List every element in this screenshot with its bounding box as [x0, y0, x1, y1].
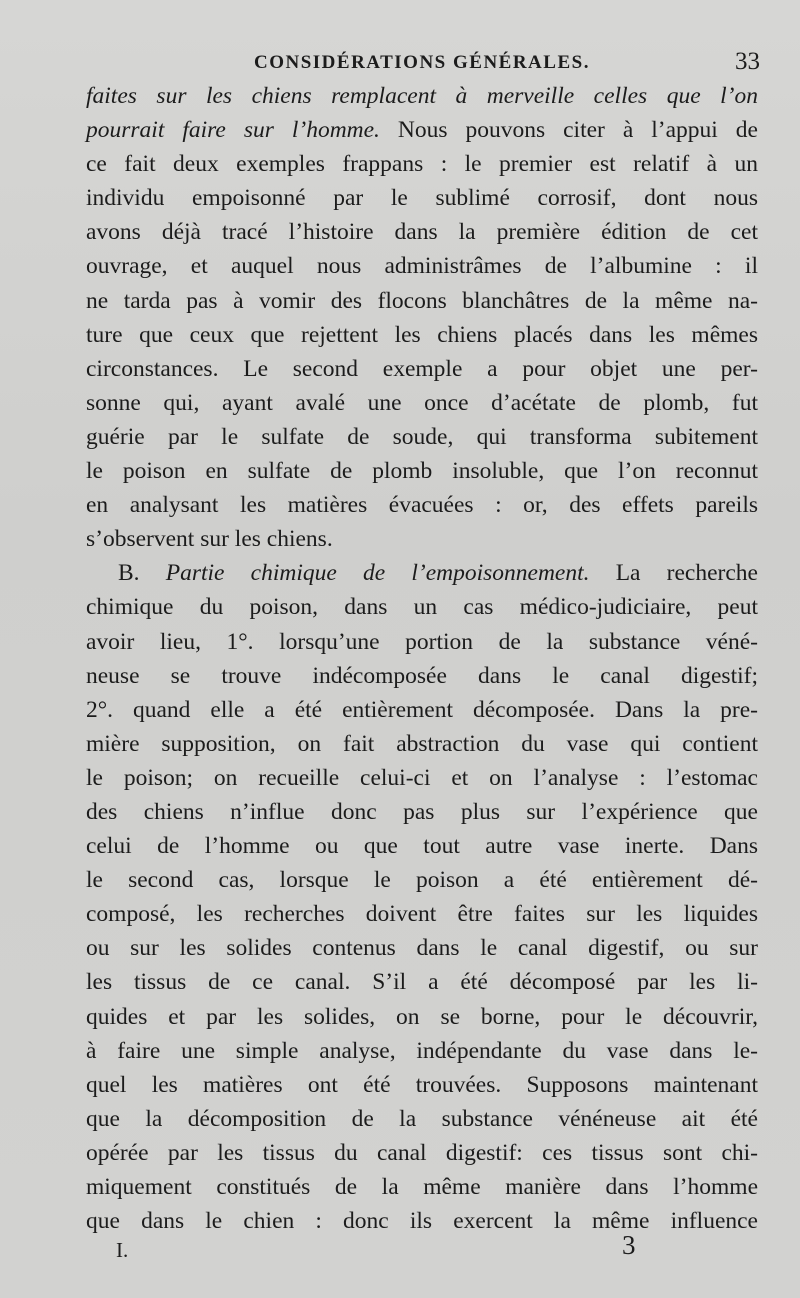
text-segment: le poison; on recueille celui-ci et on l’analyse : l’estomac [86, 764, 758, 791]
text-line [86, 79, 758, 113]
text-line [86, 147, 758, 181]
italic-text: faites sur les chiens remplacent à merveille celles que l’on [86, 83, 758, 109]
text-line [86, 1136, 758, 1170]
text-segment: neuse se trouve indécomposée dans le canal digestif; [86, 662, 758, 689]
text-line [86, 659, 758, 693]
text-segment: avons déjà tracé l’histoire dans la première édition de cet [86, 219, 758, 246]
text-line [86, 590, 758, 624]
text-segment: Nous pouvons citer à l’appui de [379, 117, 758, 144]
text-line [86, 1000, 758, 1034]
text-line [86, 693, 758, 727]
text-line [86, 1170, 758, 1204]
text-line [86, 931, 758, 965]
text-segment: en analysant les matières évacuées : or, des effets pareils [86, 492, 758, 519]
text-segment: que dans le chien : donc ils exercent la même influence [86, 1208, 758, 1235]
text-segment: s’observent sur les chiens. [86, 526, 333, 553]
text-line [86, 625, 758, 659]
text-segment: le second cas, lorsque le poison a été entièrement dé- [86, 867, 758, 894]
text-line [86, 1068, 758, 1102]
text-line [86, 727, 758, 761]
text-segment: individu empoisonné par le sublimé corrosif, dont nous [86, 185, 758, 212]
text-segment: des chiens n’influe donc pas plus sur l’expérience que [86, 798, 758, 825]
text-line [86, 488, 758, 522]
text-segment: à faire une simple analyse, indépendante du vase dans le- [86, 1037, 758, 1064]
text-line [86, 352, 758, 386]
text-segment: composé, les recherches doivent être faites sur les liquides [86, 901, 758, 928]
text-line [86, 181, 758, 215]
text-segment: que la décomposition de la substance vénéneuse ait été [86, 1105, 758, 1132]
text-line [86, 829, 758, 863]
text-line [86, 454, 758, 488]
text-segment: guérie par le sulfate de soude, qui transforma subitement [86, 423, 758, 450]
text-line [86, 386, 758, 420]
text-line [86, 795, 758, 829]
text-segment: circonstances. Le second exemple a pour objet une per- [86, 355, 758, 382]
body-text [86, 79, 758, 1238]
text-segment: le poison en sulfate de plomb insoluble, que l’on reconnut [86, 458, 758, 485]
text-segment: les tissus de ce canal. S’il a été décomposé par les li- [86, 969, 758, 996]
text-segment: ture que ceux que rejettent les chiens placés dans les mêmes [86, 321, 758, 348]
text-segment: B. [118, 560, 166, 587]
text-segment: mière supposition, on fait abstraction du vase qui contient [86, 730, 758, 757]
text-line [86, 284, 758, 318]
text-segment: avoir lieu, 1°. lorsqu’une portion de la substance véné- [86, 628, 758, 655]
text-line [86, 522, 758, 556]
running-head [86, 48, 766, 78]
signature-mark: I. [116, 1238, 129, 1262]
text-segment: quides et par les solides, on se borne, pour le découvrir, [86, 1003, 758, 1030]
text-segment: ou sur les solides contenus dans le canal digestif, ou sur [86, 935, 758, 962]
text-segment: ne tarda pas à vomir des flocons blanchâtres de la même na- [86, 287, 758, 314]
text-segment: celui de l’homme ou que tout autre vase inerte. Dans [86, 833, 758, 860]
page-footer [86, 1230, 758, 1264]
text-segment: miquement constitués de la même manière dans l’homme [86, 1174, 758, 1200]
text-line [86, 556, 758, 590]
text-line [86, 420, 758, 454]
text-line [86, 761, 758, 795]
italic-text: Partie chimique de l’empoisonnement. [165, 560, 590, 587]
text-segment: chimique du poison, dans un cas médico-judiciaire, peut [86, 594, 758, 621]
text-segment: La recherche [589, 560, 758, 587]
text-segment: sonne qui, ayant avalé une once d’acétate de plomb, fut [86, 389, 758, 416]
text-segment: opérée par les tissus du canal digestif: ces tissus sont chi- [86, 1139, 758, 1166]
text-line [86, 863, 758, 897]
text-line [86, 249, 758, 283]
text-segment: quel les matières ont été trouvées. Supposons maintenant [86, 1071, 758, 1098]
text-segment: 2°. quand elle a été entièrement décomposée. Dans la pre- [86, 696, 758, 723]
text-line [86, 215, 758, 249]
page-number: 33 [735, 48, 760, 75]
text-segment: ouvrage, et auquel nous administrâmes de l’albumine : il [86, 253, 758, 280]
text-line [86, 113, 758, 147]
italic-text: pourrait faire sur l’homme. [86, 117, 380, 144]
text-segment: ce fait deux exemples frappans : le premier est relatif à un [86, 151, 758, 178]
text-line [86, 1034, 758, 1068]
text-line [86, 965, 758, 999]
text-line [86, 1102, 758, 1136]
text-line [86, 897, 758, 931]
running-title: CONSIDÉRATIONS GÉNÉRALES. [254, 52, 590, 73]
signature-number: 3 [622, 1230, 636, 1260]
text-line [86, 318, 758, 352]
